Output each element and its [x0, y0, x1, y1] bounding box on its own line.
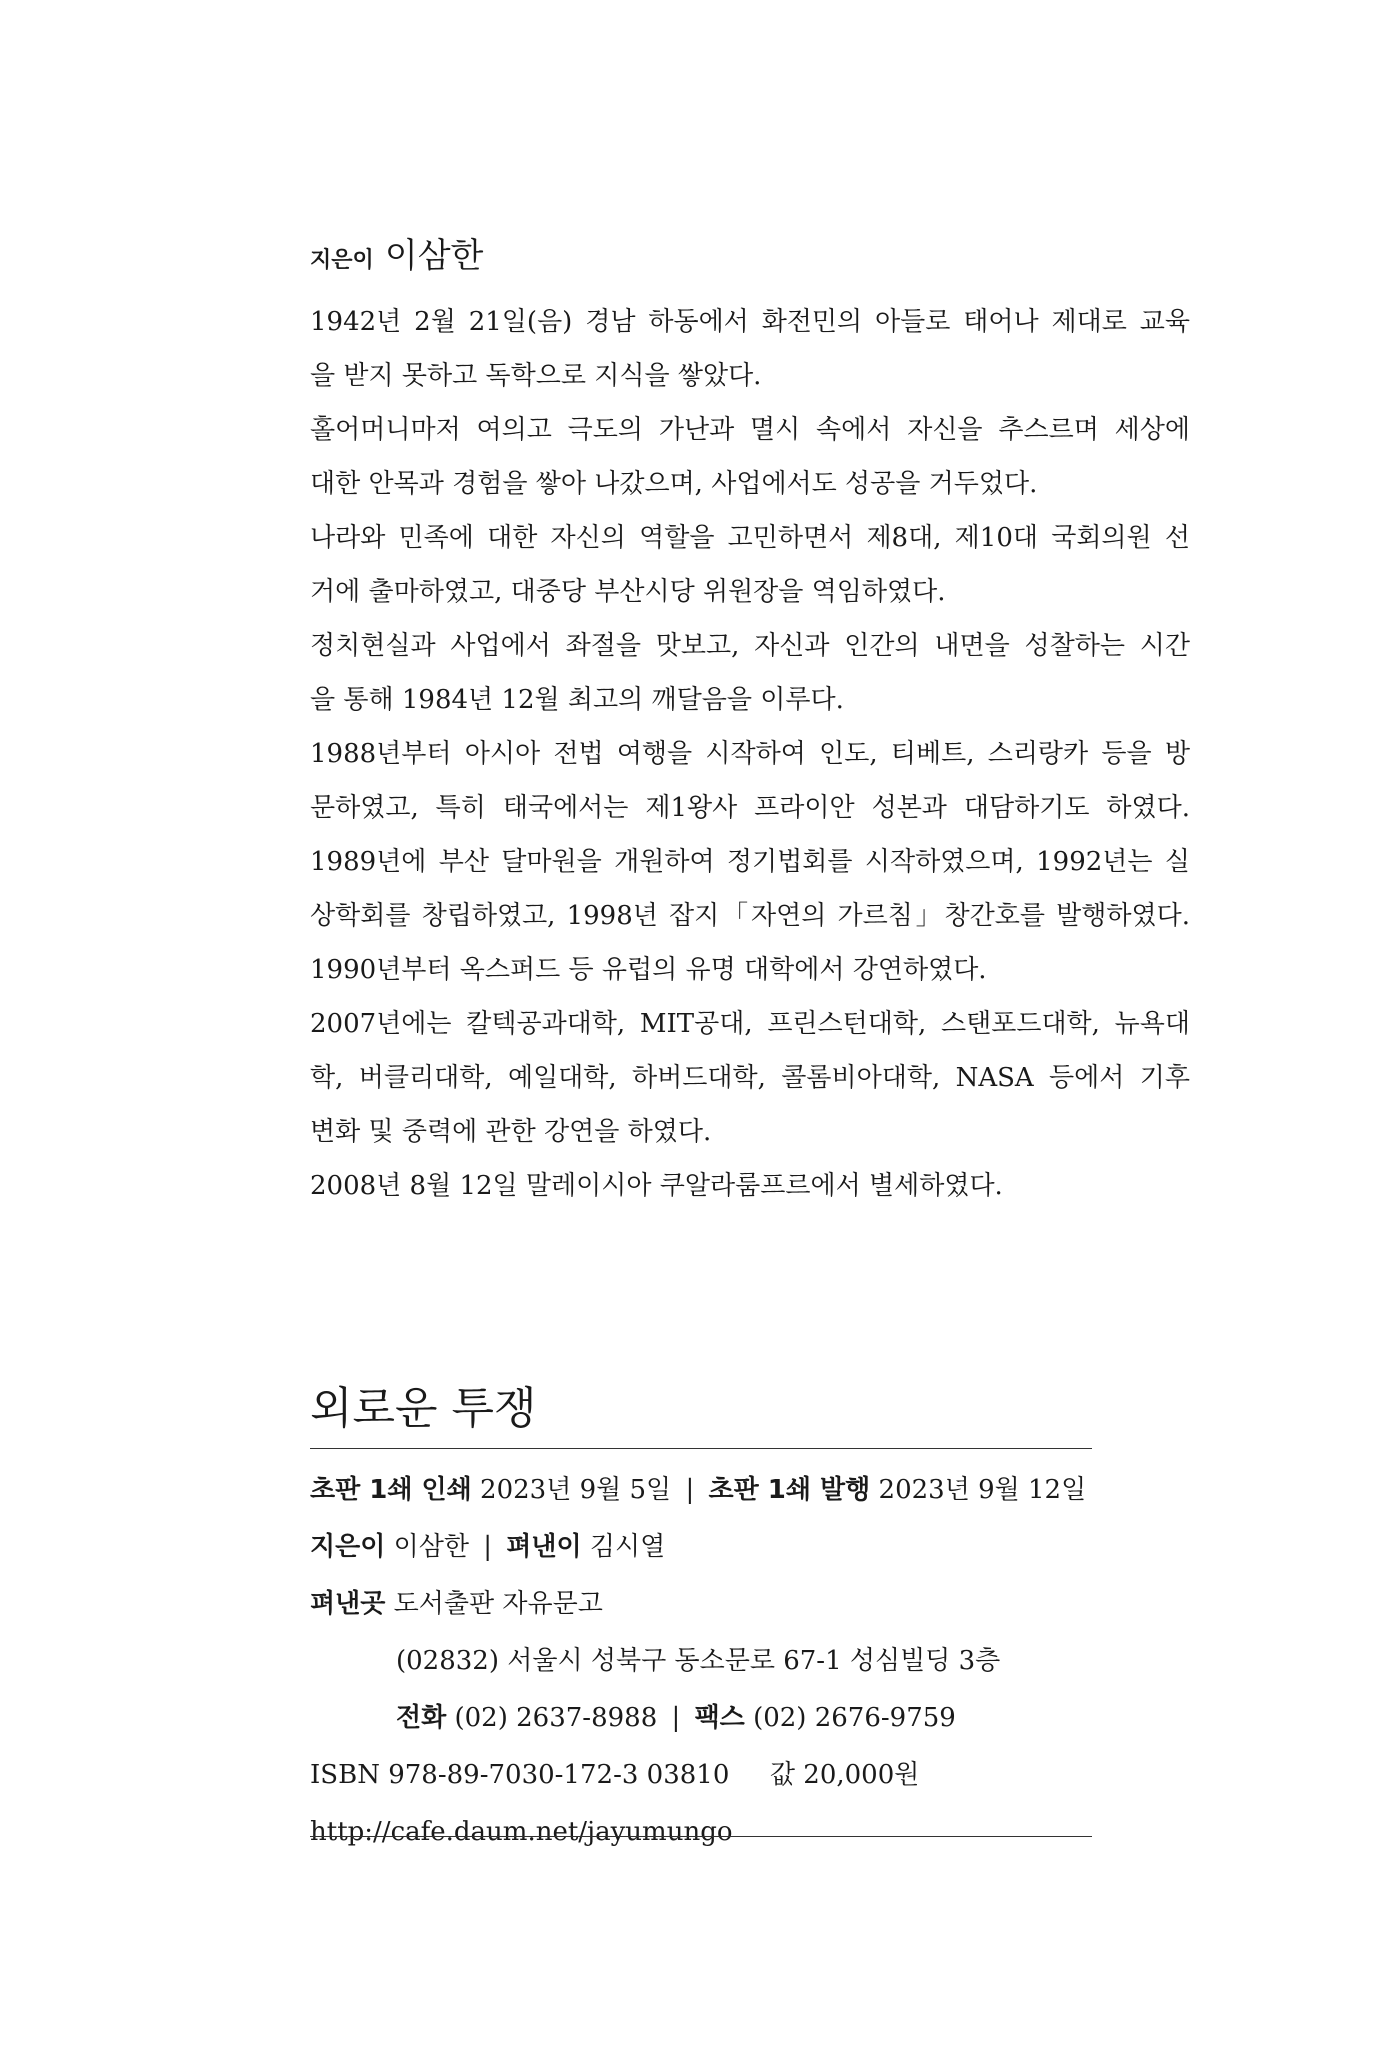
isbn-price	[310, 1747, 1092, 1804]
credits	[310, 1519, 1092, 1576]
bio-line: 문하였고, 특히 태국에서는 제1왕사 프라이안 성본과 대담하기도 하였다.	[310, 793, 1190, 823]
address	[310, 1633, 1092, 1690]
editor-name: 김시열	[589, 1532, 666, 1562]
author-credit-label: 지은이	[310, 1532, 386, 1562]
publisher	[310, 1576, 1092, 1633]
book-title: 외로운 투쟁	[310, 1383, 537, 1434]
first-pub-date: 2023년 9월 12일	[878, 1475, 1087, 1505]
publisher-name: 도서출판 자유문고	[393, 1589, 603, 1619]
price: 값 20,000원	[769, 1760, 920, 1790]
author-name: 이삼한	[384, 236, 484, 276]
phone-label: 전화	[396, 1703, 447, 1733]
first-print-label: 초판 1쇄 인쇄	[310, 1475, 472, 1505]
website	[310, 1804, 1092, 1861]
author-label: 지은이	[310, 248, 374, 273]
bio-line: 학, 버클리대학, 예일대학, 하버드대학, 콜롬비아대학, NASA 등에서 기후	[310, 1063, 1190, 1093]
bio-line: 홀어머니마저 여의고 극도의 가난과 멸시 속에서 자신을 추스르며 세상에	[310, 415, 1190, 445]
fax-label: 팩스	[694, 1703, 745, 1733]
isbn: ISBN 978-89-7030-172-3 03810	[310, 1760, 730, 1790]
print-dates	[310, 1462, 1092, 1519]
bio-line: 거에 출마하였고, 대중당 부산시당 위원장을 역임하였다.	[310, 577, 946, 607]
separator: |	[685, 1475, 695, 1505]
fax-number: (02) 2676-9759	[753, 1703, 956, 1733]
address-text: (02832) 서울시 성북구 동소문로 67-1 성심빌딩 3층	[396, 1646, 1001, 1676]
author-biography	[310, 295, 1190, 1213]
bio-line: 2008년 8월 12일 말레이시아 쿠알라룸프르에서 별세하였다.	[310, 1171, 1003, 1201]
bio-line: 나라와 민족에 대한 자신의 역할을 고민하면서 제8대, 제10대 국회의원 선	[310, 523, 1190, 553]
first-print-date: 2023년 9월 5일	[480, 1475, 672, 1505]
bio-line: 정치현실과 사업에서 좌절을 맛보고, 자신과 인간의 내면을 성찰하는 시간	[310, 631, 1190, 661]
colophon-top-rule	[310, 1448, 1092, 1449]
website-url[interactable]: http://cafe.daum.net/jayumungo	[310, 1817, 733, 1847]
separator: |	[483, 1532, 493, 1562]
bio-line: 대한 안목과 경험을 쌓아 나갔으며, 사업에서도 성공을 거두었다.	[310, 469, 1038, 499]
colophon	[310, 1462, 1092, 1861]
bio-line: 1942년 2월 21일(음) 경남 하동에서 화전민의 아들로 태어나 제대로 교육	[310, 307, 1190, 337]
editor-label: 펴낸이	[506, 1532, 582, 1562]
colophon-bottom-rule	[310, 1836, 1092, 1837]
separator: |	[671, 1703, 681, 1733]
contact	[310, 1690, 1092, 1747]
bio-line: 1990년부터 옥스퍼드 등 유럽의 유명 대학에서 강연하였다.	[310, 955, 987, 985]
bio-line: 2007년에는 칼텍공과대학, MIT공대, 프린스턴대학, 스탠포드대학, 뉴욕대	[310, 1009, 1190, 1039]
first-pub-label: 초판 1쇄 발행	[708, 1475, 871, 1505]
bio-line: 을 받지 못하고 독학으로 지식을 쌓았다.	[310, 361, 762, 391]
publisher-label: 펴낸곳	[310, 1589, 386, 1619]
author-heading	[310, 228, 1190, 277]
bio-line: 변화 및 중력에 관한 강연을 하였다.	[310, 1117, 712, 1147]
bio-line: 1988년부터 아시아 전법 여행을 시작하여 인도, 티베트, 스리랑카 등을 방	[310, 739, 1190, 769]
author-credit-name: 이삼한	[393, 1532, 469, 1562]
bio-line: 을 통해 1984년 12월 최고의 깨달음을 이루다.	[310, 685, 844, 715]
bio-line: 1989년에 부산 달마원을 개원하여 정기법회를 시작하였으며, 1992년는 실	[310, 847, 1190, 877]
bio-line: 상학회를 창립하였고, 1998년 잡지「자연의 가르침」창간호를 발행하였다.	[310, 901, 1190, 931]
phone-number: (02) 2637-8988	[454, 1703, 658, 1733]
